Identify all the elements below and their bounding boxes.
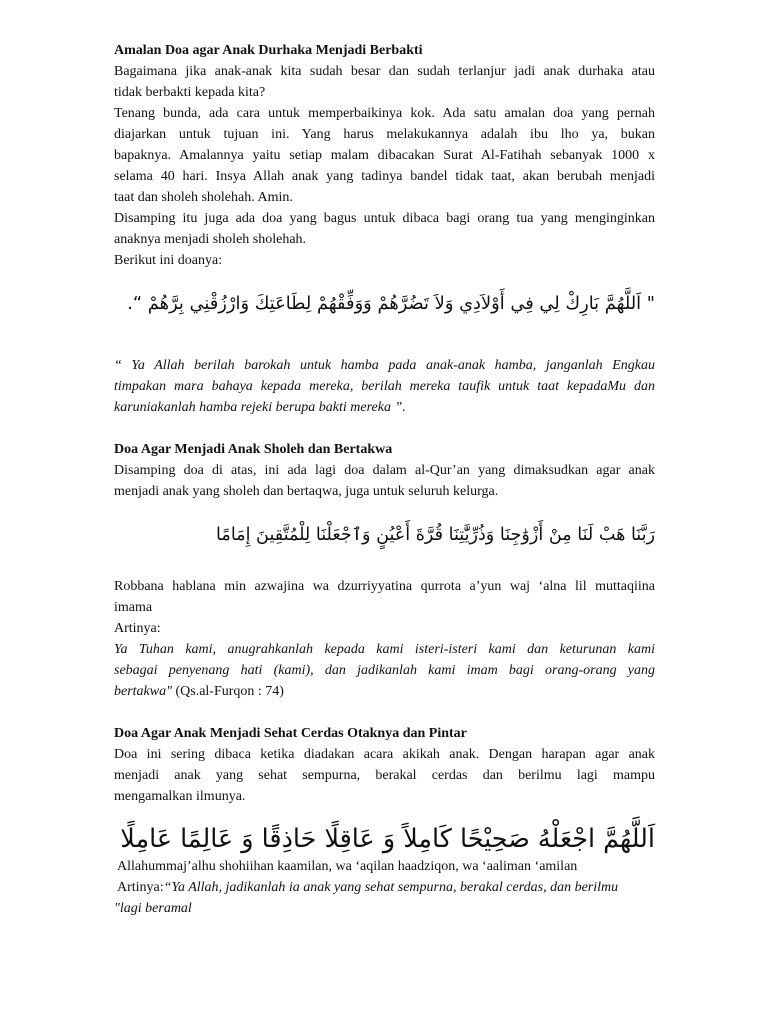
- section-anak-sholeh-bertakwa: [114, 439, 655, 702]
- meaning-label: Artinya:: [114, 621, 161, 636]
- paragraph-line: diajarkan untuk tujuan ini. Yang harus melakukannya adalah ibu lho ya, bukan: [114, 127, 655, 142]
- transliteration-line: imama: [114, 600, 153, 615]
- section-durhaka-menjadi-berbakti: [114, 40, 655, 418]
- transliteration-block: [114, 576, 655, 618]
- paragraph-line: taat dan sholeh sholehah. Amin.: [114, 190, 293, 205]
- transliteration-line: Robbana hablana min azwajina wa dzurriyyatina qurrota a’yun waj ‘alna lil muttaqiina: [114, 579, 655, 594]
- paragraph-line: Bagaimana jika anak-anak kita sudah besar dan sudah terlanjur jadi anak durhaka atau: [114, 64, 655, 79]
- paragraph-line: Berikut ini doanya:: [114, 253, 223, 268]
- meaning-line: Ya Tuhan kami, anugrahkanlah kepada kami isteri-isteri kami dan keturunan kami: [114, 642, 655, 657]
- section-heading: Doa Agar Anak Menjadi Sehat Cerdas Otaknya dan Pintar: [114, 726, 467, 741]
- paragraph-line: anaknya menjadi sholeh sholehah.: [114, 232, 307, 247]
- paragraph-line: Disamping itu juga ada doa yang bagus untuk dibaca bagi orang tua yang menginginkan: [114, 211, 655, 226]
- paragraph-line: tidak berbakti kepada kita?: [114, 85, 266, 100]
- arabic-prayer: [114, 520, 655, 550]
- paragraph-line: Doa ini sering dibaca ketika diadakan acara akikah anak. Dengan harapan agar anak: [114, 747, 655, 762]
- translation-block: [114, 355, 655, 418]
- section-sehat-cerdas-pintar: [114, 723, 655, 919]
- translation-line: karuniakanlah hamba rejeki berupa bakti mereka ”.: [114, 400, 406, 415]
- meaning-line: "lagi beramal: [114, 901, 192, 916]
- document-content: [114, 40, 655, 919]
- section-heading: Doa Agar Menjadi Anak Sholeh dan Bertakwa: [114, 442, 393, 457]
- arabic-prayer-text: رَبَّنَا هَبْ لَنَا مِنْ أَزْوَٰجِنَا وَذُرِّيَّٰتِنَا قُرَّةَ أَعْيُنٍ وَٱجْعَلْنَا لِلْمُتَّقِينَ إِمَامًا: [216, 525, 655, 545]
- meaning-label: Artinya:: [117, 880, 164, 895]
- arabic-prayer: [114, 289, 655, 319]
- paragraph-line: selama 40 hari. Insya Allah anak yang tadinya bandel tidak taat, akan berubah menjadi: [114, 169, 655, 184]
- meaning-line: sebagai penyenang hati (kami), dan jadikanlah kami imam bagi orang-orang yang: [114, 663, 655, 678]
- paragraph-line: mengamalkan ilmunya.: [114, 789, 246, 804]
- arabic-prayer-text: " اَللَّهُمَّ بَارِكْ لِي فِي أَوْلاَدِي وَلاَ تَضُرَّهُمْ وَوَفِّقْهُمْ لِطَاعَتِكَ وَارْزُقْنِي بِرَّهُمْ “.: [127, 293, 655, 314]
- meaning-line: bertakwa": [114, 684, 172, 699]
- meaning-line: “Ya Allah, jadikanlah ia anak yang sehat sempurna, berakal cerdas, dan berilmu: [163, 880, 619, 895]
- translation-line: timpakan mara bahaya kepada mereka, berilah mereka taufik untuk taat kepadaMu dan: [114, 379, 655, 394]
- paragraph-line: menjadi anak yang sehat sempurna, berakal cerdas dan berilmu lagi mampu: [114, 768, 655, 783]
- paragraph-line: bapaknya. Amalannya yaitu setiap malam dibacakan Surat Al-Fatihah sebanyak 1000 x: [114, 148, 655, 163]
- translation-line: “ Ya Allah berilah barokah untuk hamba pada anak-anak hamba, janganlah Engkau: [114, 358, 655, 373]
- quran-source-reference: (Qs.al-Furqon : 74): [175, 684, 284, 699]
- paragraph-line: Tenang bunda, ada cara untuk memperbaikinya kok. Ada satu amalan doa yang pernah: [114, 106, 655, 121]
- section-heading: Amalan Doa agar Anak Durhaka Menjadi Berbakti: [114, 43, 423, 58]
- arabic-prayer-text: اَللَّهُمَّ اجْعَلْهُ صَحِيْحًا كَامِلاً وَ عَاقِلًا حَاذِقًا وَ عَالِمًا عَامِلًا: [120, 823, 655, 853]
- transliteration-line: Allahummaj’alhu shohiihan kaamilan, wa ‘aqilan haadziqon, wa ‘aaliman ‘amilan: [117, 859, 578, 874]
- paragraph-line: Disamping doa di atas, ini ada lagi doa dalam al-Qur’an yang dimaksudkan agar anak: [114, 463, 655, 478]
- paragraph-line: menjadi anak yang sholeh dan bertaqwa, juga untuk seluruh kelurga.: [114, 484, 499, 499]
- arabic-prayer: [114, 823, 655, 853]
- meaning-line-with-label: [114, 877, 655, 898]
- meaning-line-with-source: [114, 681, 655, 702]
